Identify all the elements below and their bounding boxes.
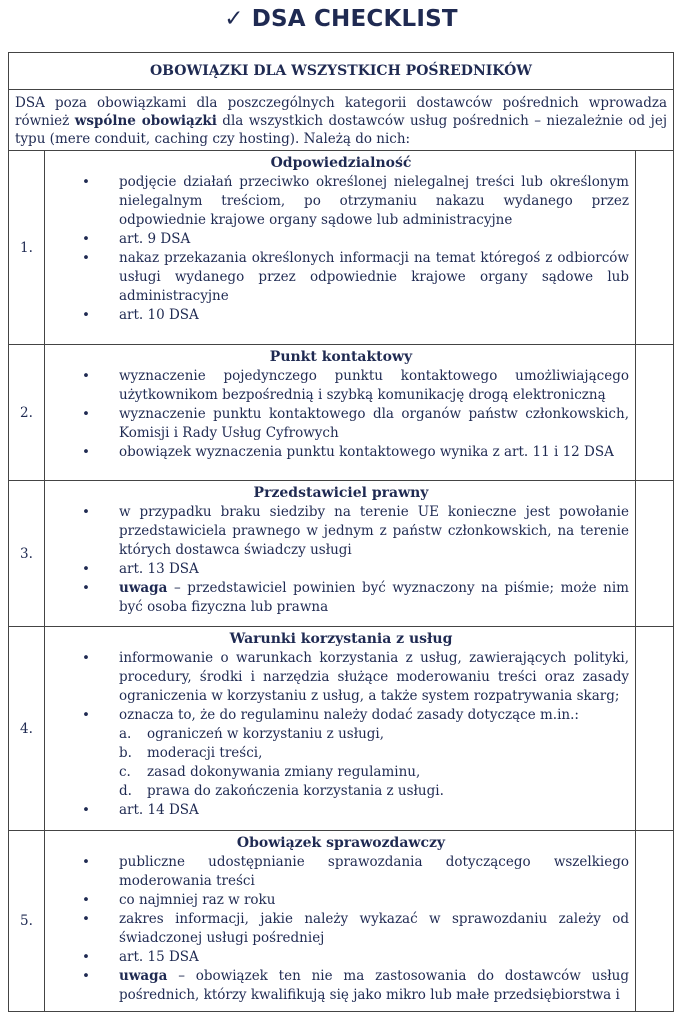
section-content xyxy=(45,627,636,831)
section-title: Odpowiedzialność xyxy=(270,155,412,171)
sub-list xyxy=(119,725,629,801)
list-item: • zakres informacji, jakie należy wykazać w sprawozdaniu zależy od świadczonej usługi pośredniej xyxy=(119,910,629,948)
title-text: DSA CHECKLIST xyxy=(251,6,458,32)
section-title: Warunki korzystania z usług xyxy=(229,631,453,647)
sub-list-item xyxy=(119,782,629,801)
sub-text: zasad dokonywania zmiany regulaminu, xyxy=(147,764,421,780)
sub-list-item xyxy=(119,725,629,744)
list-item: • wyznaczenie pojedynczego punktu kontaktowego umożliwiającego użytkownikom bezpośrednią i szybką komunikację drogą elektroniczną xyxy=(119,367,629,405)
list-item: • informowanie o warunkach korzystania z usług, zawierających polityki, procedury, środki i narzędzia służące moderowaniu treści oraz zasady ograniczenia w korzystaniu z usług, a także system rozpatrywania skarg; xyxy=(119,649,629,706)
list-item xyxy=(119,706,629,801)
sub-list-item xyxy=(119,763,629,782)
list-item: • art. 10 DSA xyxy=(119,306,629,325)
note-label: uwaga xyxy=(119,968,168,984)
sub-text: prawa do zakończenia korzystania z usługi. xyxy=(147,783,444,799)
intro-text xyxy=(9,90,674,151)
list-item: • podjęcie działań przeciwko określonej nielegalnej treści lub określonym nielegalnym treściom, po otrzymaniu nakazu wydanego przez odpowiednie krajowe organy sądowe lub administracyjne xyxy=(119,173,629,230)
section-row xyxy=(9,151,674,345)
section-row xyxy=(9,831,674,1012)
checkmark-icon: ✓ xyxy=(224,6,244,32)
list-item: • nakaz przekazania określonych informacji na temat któregoś z odbiorców usługi wydanego przez odpowiednie krajowe organy sądowe lub administracyjne xyxy=(119,249,629,306)
sub-letter: b. xyxy=(119,745,132,761)
list-item: • art. 9 DSA xyxy=(119,230,629,249)
list-item xyxy=(119,967,629,1005)
list-item: • art. 13 DSA xyxy=(119,560,629,579)
check-cell[interactable] xyxy=(635,345,673,481)
intro-part2: dla wszystkich dostawców usług pośrednich – niezależnie od jej typu (mere conduit, caching czy hosting). Należą do nich: xyxy=(15,113,668,147)
section-title: Punkt kontaktowy xyxy=(269,349,413,365)
section-number: 1. xyxy=(9,151,45,345)
section-content xyxy=(45,481,636,627)
check-cell[interactable] xyxy=(635,627,673,831)
sub-text: ograniczeń w korzystaniu z usługi, xyxy=(147,726,385,742)
bullet-list xyxy=(53,853,629,1005)
checklist-table xyxy=(8,52,674,1012)
list-item-text: oznacza to, że do regulaminu należy dodać zasady dotyczące m.in.: xyxy=(119,707,579,723)
bullet-list xyxy=(53,649,629,820)
check-cell[interactable] xyxy=(635,151,673,345)
section-number: 4. xyxy=(9,627,45,831)
section-number: 5. xyxy=(9,831,45,1012)
section-content xyxy=(45,831,636,1012)
list-item xyxy=(119,579,629,617)
list-item: • art. 14 DSA xyxy=(119,801,629,820)
sub-letter: a. xyxy=(119,726,132,742)
section-content xyxy=(45,151,636,345)
section-title: Obowiązek sprawozdawczy xyxy=(236,835,446,851)
list-item: • wyznaczenie punktu kontaktowego dla organów państw członkowskich, Komisji i Rady Usług Cyfrowych xyxy=(119,405,629,443)
sub-letter: d. xyxy=(119,783,132,799)
intro-part1: DSA poza obowiązkami dla poszczególnych kategorii dostawców pośrednich wprowadza również xyxy=(15,95,667,129)
section-row xyxy=(9,481,674,627)
sub-text: moderacji treści, xyxy=(147,745,263,761)
list-item: • w przypadku braku siedziby na terenie UE konieczne jest powołanie przedstawiciela prawnego w jednym z państw członkowskich, na terenie których dostawca świadczy usługi xyxy=(119,503,629,560)
bullet-list xyxy=(53,367,629,462)
check-cell[interactable] xyxy=(635,481,673,627)
section-number: 2. xyxy=(9,345,45,481)
intro-bold: wspólne obowiązki xyxy=(74,113,217,129)
section-title: Przedstawiciel prawny xyxy=(253,485,429,501)
list-item: • publiczne udostępnianie sprawozdania dotyczącego wszelkiego moderowania treści xyxy=(119,853,629,891)
note-label: uwaga xyxy=(119,580,168,596)
note-text: – przedstawiciel powinien być wyznaczony na piśmie; może nim być osoba fizyczna lub prawna xyxy=(119,580,629,615)
table-header: OBOWIĄZKI DLA WSZYSTKICH POŚREDNIKÓW xyxy=(9,53,674,90)
sub-letter: c. xyxy=(119,764,131,780)
note-text: – obowiązek ten nie ma zastosowania do dostawców usług pośrednich, którzy kwalifikują się jako mikro lub małe przedsiębiorstwa i xyxy=(119,968,629,1003)
section-number: 3. xyxy=(9,481,45,627)
check-cell[interactable] xyxy=(635,831,673,1012)
section-row xyxy=(9,345,674,481)
list-item: • obowiązek wyznaczenia punktu kontaktowego wynika z art. 11 i 12 DSA xyxy=(119,443,629,462)
section-row xyxy=(9,627,674,831)
section-content xyxy=(45,345,636,481)
list-item: • co najmniej raz w roku xyxy=(119,891,629,910)
page-title xyxy=(0,6,682,32)
bullet-list xyxy=(53,173,629,325)
sub-list-item xyxy=(119,744,629,763)
bullet-list xyxy=(53,503,629,617)
list-item: • art. 15 DSA xyxy=(119,948,629,967)
